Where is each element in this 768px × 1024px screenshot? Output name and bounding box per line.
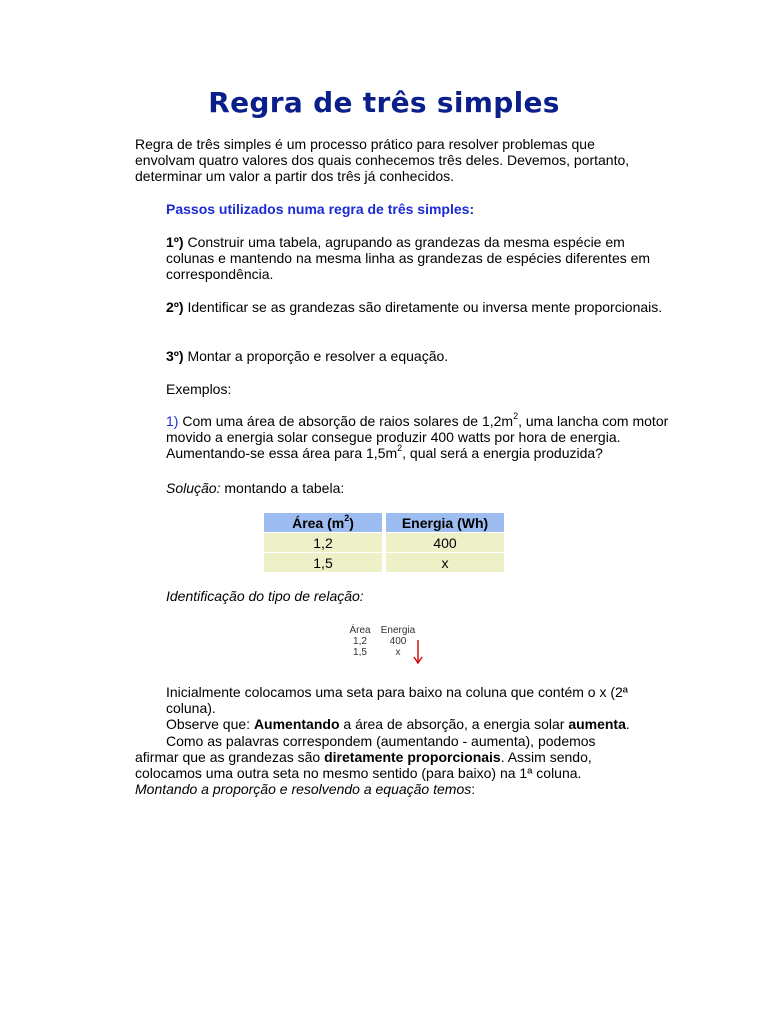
example-1-text-a: Com uma área de absorção de raios solares de 1,2m <box>178 413 514 429</box>
table-cell: 1,2 <box>264 533 382 552</box>
page-title: Regra de três simples <box>208 86 560 119</box>
step-3-number: 3º) <box>166 348 184 364</box>
solution-text: montando a tabela: <box>220 480 345 496</box>
header-area: Área $(m^2)$ <box>264 513 382 532</box>
steps-heading: Passos utilizados numa regra de três simples: <box>166 201 475 217</box>
solution-line <box>135 480 671 496</box>
superscript: 2 <box>397 443 403 454</box>
relation-diagram <box>346 625 430 665</box>
observation-line: Observe que: Aumentando a área de absorção, a energia solar aumenta. <box>166 716 630 732</box>
explanation-line-1: Inicialmente colocamos uma seta para baixo na coluna que contém o x (2ª coluna). <box>166 684 628 716</box>
example-1-text-c: , qual será a energia produzida? <box>402 445 603 461</box>
down-arrow-icon <box>412 639 424 665</box>
step-2 <box>135 299 671 315</box>
examples-label: Exemplos: <box>166 381 232 397</box>
table-cell: 1,5 <box>264 553 382 572</box>
example-1-number: 1) <box>166 413 179 429</box>
diagram-column-area: Área 1,2 1,5 <box>349 625 371 658</box>
step-2-text: Identificar se as grandezas são diretamente ou inversa mente proporcionais. <box>183 299 663 315</box>
table-header-row <box>264 513 504 532</box>
data-table <box>264 513 504 572</box>
example-1-text-b: , uma lancha com motor movido a energia solar consegue produzir 400 watts por hora de energia. Aumentando-se essa área para 1,5m <box>166 413 669 461</box>
header-energy: Energia (Wh) <box>386 513 504 532</box>
step-1 <box>135 234 671 282</box>
step-1-number: 1º) <box>166 234 184 250</box>
identification-label: Identificação do tipo de relação: <box>166 588 364 604</box>
superscript: 2 <box>513 411 519 422</box>
example-1 <box>135 413 671 461</box>
step-3 <box>135 348 671 364</box>
solution-label: Solução: <box>166 480 221 496</box>
step-3-text: Montar a proporção e resolver a equação. <box>183 348 449 364</box>
diagram-column-energy: Energia 400 x <box>380 625 416 658</box>
intro-paragraph: Regra de três simples é um processo prático para resolver problemas que envolvam quatro valores dos quais conhecemos três deles. Devemos, portanto, determinar um valor a partir dos três já conhecidos. <box>135 136 630 184</box>
table-row <box>264 533 504 552</box>
table-cell: x <box>386 553 504 572</box>
step-1-text: Construir uma tabela, agrupando as grandezas da mesma espécie em colunas e mantendo na mesma linha as grandezas de espécies diferentes em correspondência. <box>166 234 651 282</box>
final-line: Montando a proporção e resolvendo a equação temos: <box>135 781 476 797</box>
table-row <box>264 553 504 572</box>
conclusion-paragraph: Como as palavras correspondem (aumentando - aumenta), podemos afirmar que as grandezas são diretamente proporcionais. Assim sendo, colocamos uma outra seta no mesmo sentido (para baixo) na 1ª coluna. <box>135 733 596 781</box>
table-cell: 400 <box>386 533 504 552</box>
step-2-number: 2º) <box>166 299 184 315</box>
